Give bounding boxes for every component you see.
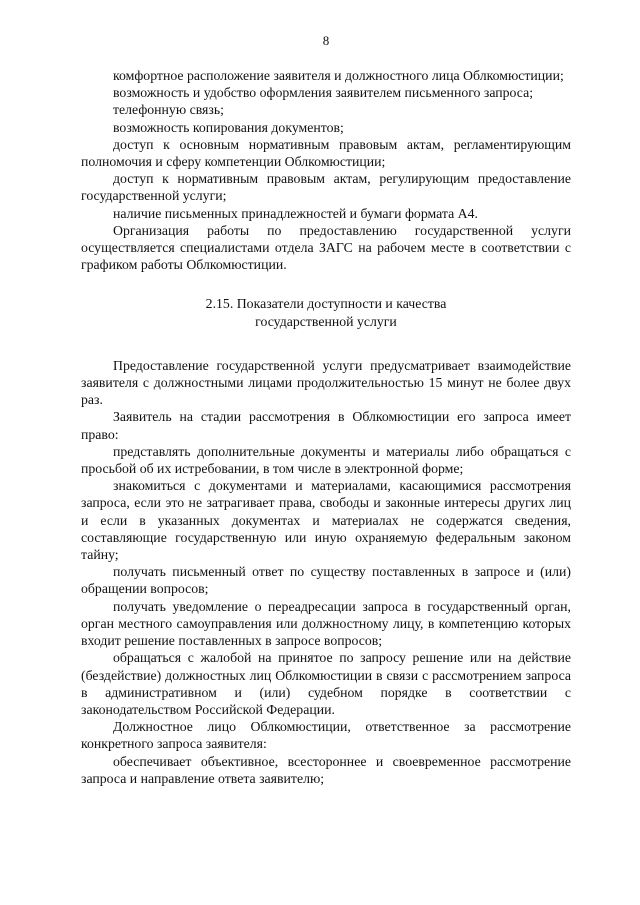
section-heading-line: 2.15. Показатели доступности и качества xyxy=(205,296,447,312)
top-paragraphs xyxy=(81,67,571,273)
paragraph: обращаться с жалобой на принятое по запросу решение или на действие (бездействие) должностных лиц Облкомюстиции в связи с рассмотрением запроса в административном и (или) судебном порядке в соответствии с законодательством Российской Федерации. xyxy=(81,650,571,717)
paragraph: обеспечивает объективное, всестороннее и своевременное рассмотрение запроса и направление ответа заявителю; xyxy=(81,753,571,786)
paragraph: получать письменный ответ по существу поставленных в запросе и (или) обращении вопросов; xyxy=(81,564,571,597)
paragraph: Заявитель на стадии рассмотрения в Облкомюстиции его запроса имеет право: xyxy=(81,409,571,442)
paragraph: доступ к основным нормативным правовым актам, регламентирующим полномочия и сферу компетенции Облкомюстиции; xyxy=(81,136,571,170)
paragraph: возможность копирования документов; xyxy=(113,119,344,135)
paragraph: доступ к нормативным правовым актам, регулирующим предоставление государственной услуги; xyxy=(81,171,571,204)
paragraph: получать уведомление о переадресации запроса в государственный орган, орган местного самоуправления или должностному лицу, в компетенцию которых входит решение поставленных в запросе вопросов; xyxy=(81,598,571,649)
page-number: 8 xyxy=(322,33,330,48)
paragraph: представлять дополнительные документы и материалы либо обращаться с просьбой об их истребовании, в том числе в электронной форме; xyxy=(81,443,571,477)
paragraph: телефонную связь; xyxy=(113,102,224,118)
paragraph: Организация работы по предоставлению государственной услуги осуществляется специалистами отдела ЗАГС на рабочем месте в соответствии с графиком работы Облкомюстиции. xyxy=(81,222,571,273)
paragraph: наличие письменных принадлежностей и бумаги формата А4. xyxy=(113,205,478,221)
paragraph: комфортное расположение заявителя и должностного лица Облкомюстиции; xyxy=(113,68,564,83)
paragraph: возможность и удобство оформления заявителем письменного запроса; xyxy=(113,85,534,101)
paragraph: знакомиться с документами и материалами, касающимися рассмотрения запроса, если это не затрагивает права, свободы и законные интересы других лиц и если в указанных документах и материалах не содержатся сведения, составляющие государственную или иную охраняемую федеральным законом тайну; xyxy=(81,478,571,563)
paragraph: Должностное лицо Облкомюстиции, ответственное за рассмотрение конкретного запроса заявителя: xyxy=(81,719,571,752)
bottom-paragraphs xyxy=(81,357,571,787)
paragraph: Предоставление государственной услуги предусматривает взаимодействие заявителя с должностными лицами продолжительностью 15 минут не более двух раз. xyxy=(81,357,571,408)
section-heading xyxy=(81,295,571,329)
section-heading-line: государственной услуги xyxy=(255,313,397,329)
